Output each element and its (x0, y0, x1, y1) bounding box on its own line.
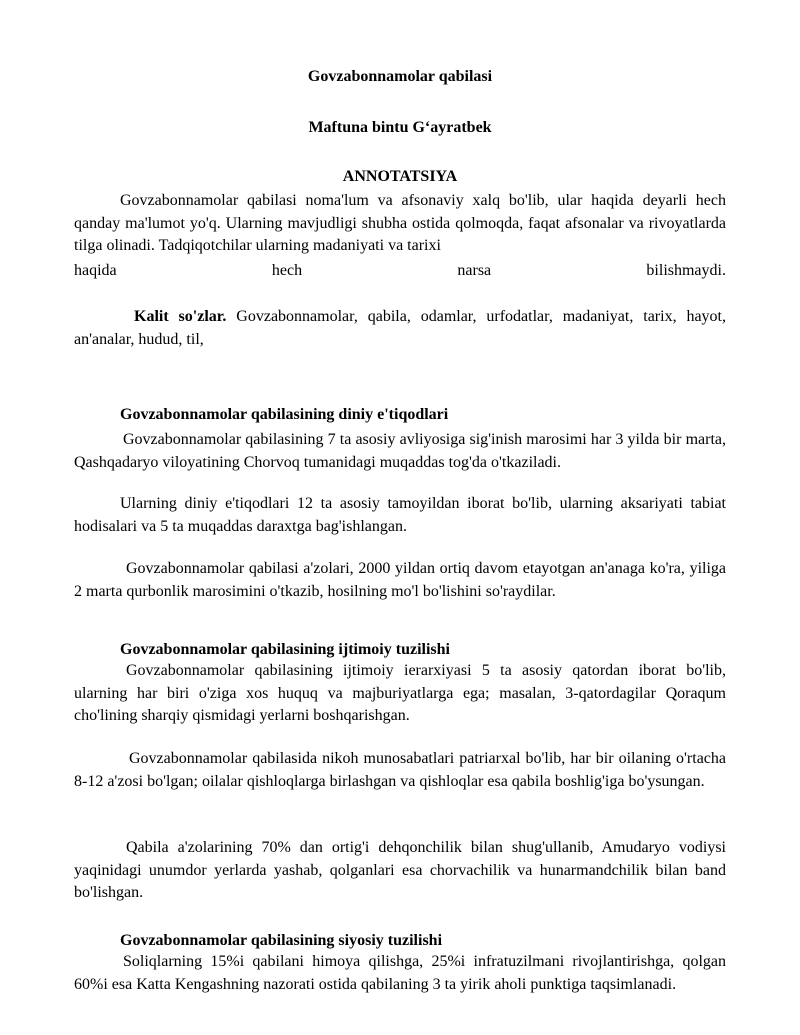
social-paragraph-1: Govzabonnamolar qabilasining ijtimoiy ierarxiyasi 5 ta asosiy qatordan iborat bo'lib, ularning har biri o'ziga xos huquq va majburiyatlarga ega; masalan, 3-qatordagilar Qoraqum cho'lining sharqiy qismidagi yerlarni boshqarishgan. (74, 662, 726, 724)
social-paragraph-2: Govzabonnamolar qabilasida nikoh munosabatlari patriarxal bo'lib, har bir oilaning o'rtacha 8-12 a'zosi bo'lgan; oilalar qishloqlarga birlashgan va qishloqlar esa qabila boshlig'iga bo'ysungan. (74, 750, 726, 790)
section-heading-political: Govzabonnamolar qabilasining siyosiy tuzilishi (120, 932, 443, 949)
political-paragraph-1: Soliqlarning 15%i qabilani himoya qilishga, 25%i infratuzilmani rivojlantirishga, qolgan 60%i esa Katta Kengashning nazorati ostida qabilaning 3 ta yirik aholi punktiga taqsimlanadi. (74, 953, 726, 993)
social-paragraph-3: Qabila a'zolarining 70% dan ortig'i dehqonchilik bilan shug'ullanib, Amudaryo vodiysi yaqinidagi unumdor yerlarda yashab, qolganlari esa chorvachilik va hunarmandchilik bilan band bo'lishgan. (74, 839, 726, 901)
abstract-last-line (74, 260, 726, 283)
religion-paragraph-3: Govzabonnamolar qabilasi a'zolari, 2000 yildan ortiq davom etayotgan an'anaga ko'ra, yiliga 2 marta qurbonlik marosimini o'tkazib, hosilning mo'l bo'lishini so'raydilar. (74, 560, 726, 600)
abstract-last-word-4: bilishmaydi. (646, 262, 726, 279)
section-heading-social: Govzabonnamolar qabilasining ijtimoiy tuzilishi (120, 641, 450, 658)
religion-paragraph-1: Govzabonnamolar qabilasining 7 ta asosiy avliyosiga sig'inish marosimi har 3 yilda bir marta, Qashqadaryo viloyatining Chorvoq tumanidagi muqaddas tog'da o'tkaziladi. (74, 431, 726, 471)
abstract-last-word-2: hech (271, 262, 303, 279)
religion-paragraph-2: Ularning diniy e'tiqodlari 12 ta asosiy tamoyildan iborat bo'lib, ularning aksariyati tabiat hodisalari va 5 ta muqaddas daraxtga bag'ishlangan. (74, 495, 726, 535)
keywords-text: Govzabonnamolar, qabila, odamlar, urfodatlar, madaniyat, tarix, hayot, an'analar, hudud, til, (74, 308, 726, 348)
keywords-label: Kalit so'zlar. (134, 308, 227, 325)
abstract-last-word-3: narsa (457, 262, 492, 279)
document-title: Govzabonnamolar qabilasi (307, 68, 493, 85)
author-name: Maftuna bintu G‘ayratbek (308, 119, 492, 136)
keywords-paragraph (74, 306, 726, 351)
section-heading-religion: Govzabonnamolar qabilasining diniy e'tiqodlari (120, 406, 449, 423)
abstract-heading: ANNOTATSIYA (342, 168, 458, 185)
abstract-last-word-1: haqida (74, 262, 117, 279)
abstract-text: Govzabonnamolar qabilasi noma'lum va afsonaviy xalq bo'lib, ular haqida deyarli hech qanday ma'lumot yo'q. Ularning mavjudligi shubha ostida qolmoqda, faqat afsonalar va rivoyatlarda tilga olinadi. Tadqiqotchilar ularning madaniyati va tarixi (74, 192, 726, 254)
